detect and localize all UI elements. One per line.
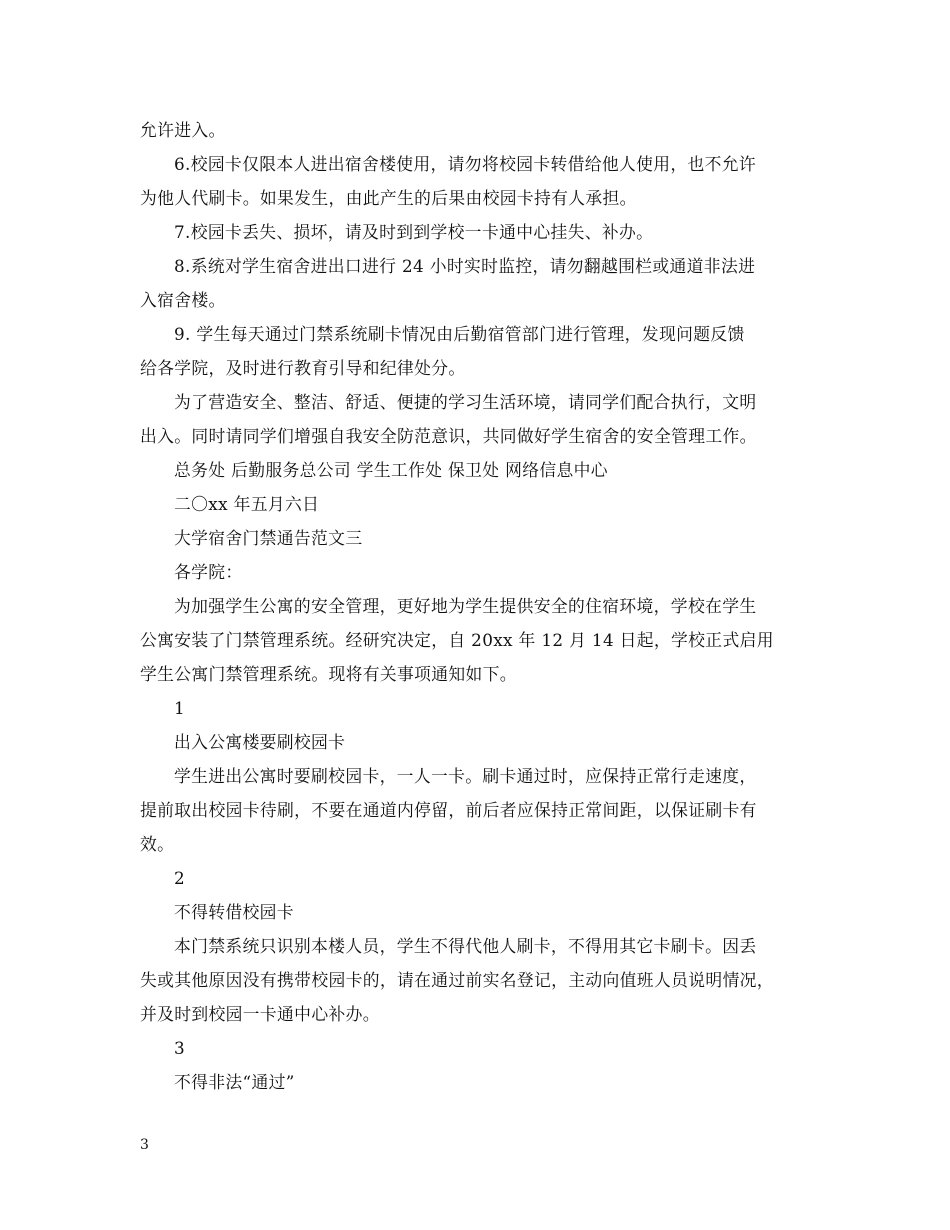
list-heading: 不得非法“通过” <box>174 1072 295 1092</box>
text-line: 7.校园卡丢失、损坏，请及时到到学校一卡通中心挂失、补办。 <box>174 222 654 242</box>
text-line: 给各学院，及时进行教育引导和纪律处分。 <box>140 358 466 378</box>
text-line: 本门禁系统只识别本楼人员，学生不得代他人刷卡，不得用其它卡刷卡。因丢 <box>174 936 757 956</box>
document-body <box>140 113 812 1099</box>
page-number: 3 <box>140 1137 149 1153</box>
section-title: 大学宿舍门禁通告范文三 <box>174 528 363 548</box>
text-line: 为了营造安全、整洁、舒适、便捷的学习生活环境，请同学们配合执行，文明 <box>174 392 757 412</box>
text-line: 8.系统对学生宿舍进出口进行 24 小时实时监控，请勿翻越围栏或通道非法进 <box>174 256 756 276</box>
text-line: 为加强学生公寓的安全管理，更好地为学生提供安全的住宿环境，学校在学生 <box>174 596 757 616</box>
text-line: 9. 学生每天通过门禁系统刷卡情况由后勤宿管部门进行管理，发现问题反馈 <box>174 324 745 344</box>
text-line: 并及时到校园一卡通中心补办。 <box>140 1004 380 1024</box>
text-line: 为他人代刷卡。如果发生，由此产生的后果由校园卡持有人承担。 <box>140 188 637 208</box>
text-line: 6.校园卡仅限本人进出宿舍楼使用，请勿将校园卡转借给他人使用，也不允许 <box>174 154 757 174</box>
list-number: 1 <box>174 698 186 718</box>
date-line: 二〇xx 年五月六日 <box>174 494 320 514</box>
text-line: 学生进出公寓时要刷校园卡，一人一卡。刷卡通过时，应保持正常行走速度， <box>174 766 757 786</box>
text-line: 出入。同时请同学们增强自我安全防范意识，共同做好学生宿舍的安全管理工作。 <box>140 426 757 446</box>
text-line: 提前取出校园卡待刷，不要在通道内停留，前后者应保持正常间距，以保证刷卡有 <box>140 800 757 820</box>
list-heading: 出入公寓楼要刷校园卡 <box>174 732 346 752</box>
text-line: 公寓安装了门禁管理系统。经研究决定，自 20xx 年 12 月 14 日起，学校正式启用 <box>140 630 774 650</box>
text-line: 学生公寓门禁管理系统。现将有关事项通知如下。 <box>140 664 517 684</box>
signature-line: 总务处 后勤服务总公司 学生工作处 保卫处 网络信息中心 <box>174 460 608 480</box>
list-heading: 不得转借校园卡 <box>174 902 294 922</box>
text-line: 失或其他原因没有携带校园卡的，请在通过前实名登记，主动向值班人员说明情况， <box>140 970 774 990</box>
salutation: 各学院： <box>174 562 243 582</box>
text-line: 入宿舍楼。 <box>140 290 226 310</box>
list-number: 3 <box>174 1038 186 1058</box>
list-number: 2 <box>174 868 186 888</box>
text-line: 效。 <box>140 834 175 854</box>
text-line: 允许进入。 <box>140 120 226 140</box>
